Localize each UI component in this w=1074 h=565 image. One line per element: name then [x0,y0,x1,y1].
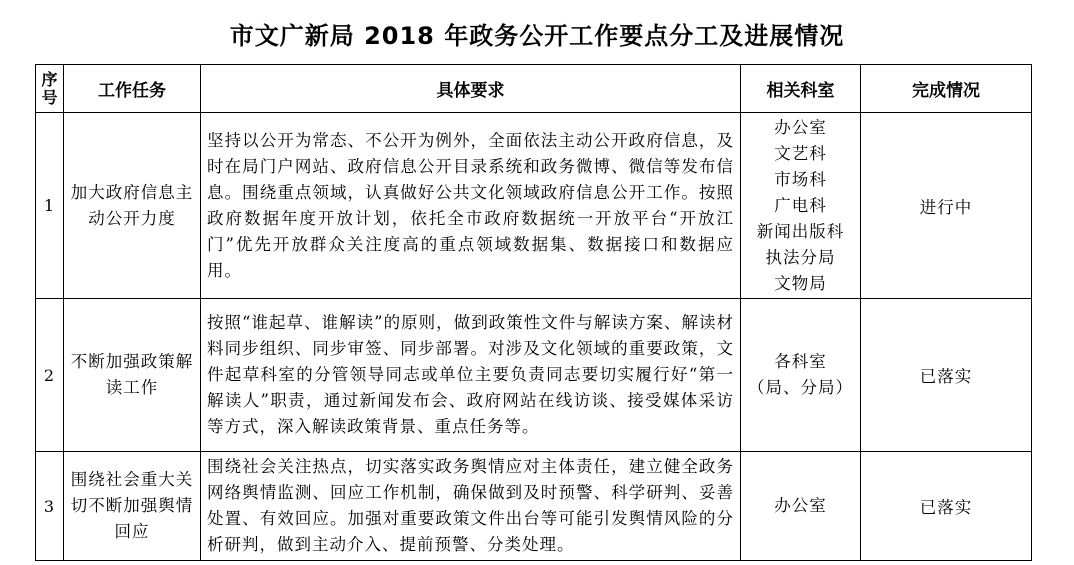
row-requirement: 坚持以公开为常态、不公开为例外，全面依法主动公开政府信息，及时在局门户网站、政府信息公开目录系统和政务微博、微信等发布信息。围绕重点领域，认真做好公共文化领域政府信息公开工作。按照政府数据年度开放计划，依托全市政府数据统一开放平台“开放江门”优先开放群众关注度高的重点领域数据集、数据接口和数据应用。 [201,113,741,299]
row-index: 3 [36,452,64,561]
work-table [35,64,1032,561]
row-departments [741,113,861,299]
department-item: （局、分局） [748,378,853,397]
row-departments [741,299,861,452]
department-item: 办公室 [774,117,827,137]
header-index: 序号 [36,65,64,113]
department-item: 新闻出版科 [756,221,845,241]
row-requirement: 按照“谁起草、谁解读”的原则，做到政策性文件与解读方案、解读材料同步组织、同步审签、同步部署。对涉及文化领域的重要政策，文件起草科室的分管领导同志或单位主要负责同志要切实履行好“第一解读人”职责，通过新闻发布会、政府网站在线访谈、接受媒体采访等方式，深入解读政策背景、重点任务等。 [201,299,741,452]
row-status: 进行中 [861,113,1032,299]
row-status: 已落实 [861,299,1032,452]
table-header-row [36,65,1032,113]
department-item: 执法分局 [765,247,836,267]
row-status: 已落实 [861,452,1032,561]
department-item: 文艺科 [774,143,827,163]
row-task: 加大政府信息主动公开力度 [64,113,201,299]
header-task: 工作任务 [64,65,201,113]
table-row [36,452,1032,561]
table-row [36,299,1032,452]
row-requirement: 围绕社会关注热点，切实落实政务舆情应对主体责任，建立健全政务网络舆情监测、回应工作机制，确保做到及时预警、科学研判、妥善处置、有效回应。加强对重要政策文件出台等可能引发舆情风险的分析研判，做到主动介入、提前预警、分类处理。 [201,452,741,561]
header-status: 完成情况 [861,65,1032,113]
page-title: 市文广新局 2018 年政务公开工作要点分工及进展情况 [229,22,845,50]
row-task: 围绕社会重大关切不断加强舆情回应 [64,452,201,561]
header-department: 相关科室 [741,65,861,113]
row-index: 1 [36,113,64,299]
row-index: 2 [36,299,64,452]
row-departments [741,452,861,561]
table-row [36,113,1032,299]
row-task: 不断加强政策解读工作 [64,299,201,452]
department-item: 文物局 [774,273,827,293]
department-item: 市场科 [774,169,827,189]
department-item: 办公室 [774,496,827,515]
header-requirement: 具体要求 [201,65,741,113]
department-item: 各科室 [774,352,827,371]
department-item: 广电科 [774,195,827,215]
